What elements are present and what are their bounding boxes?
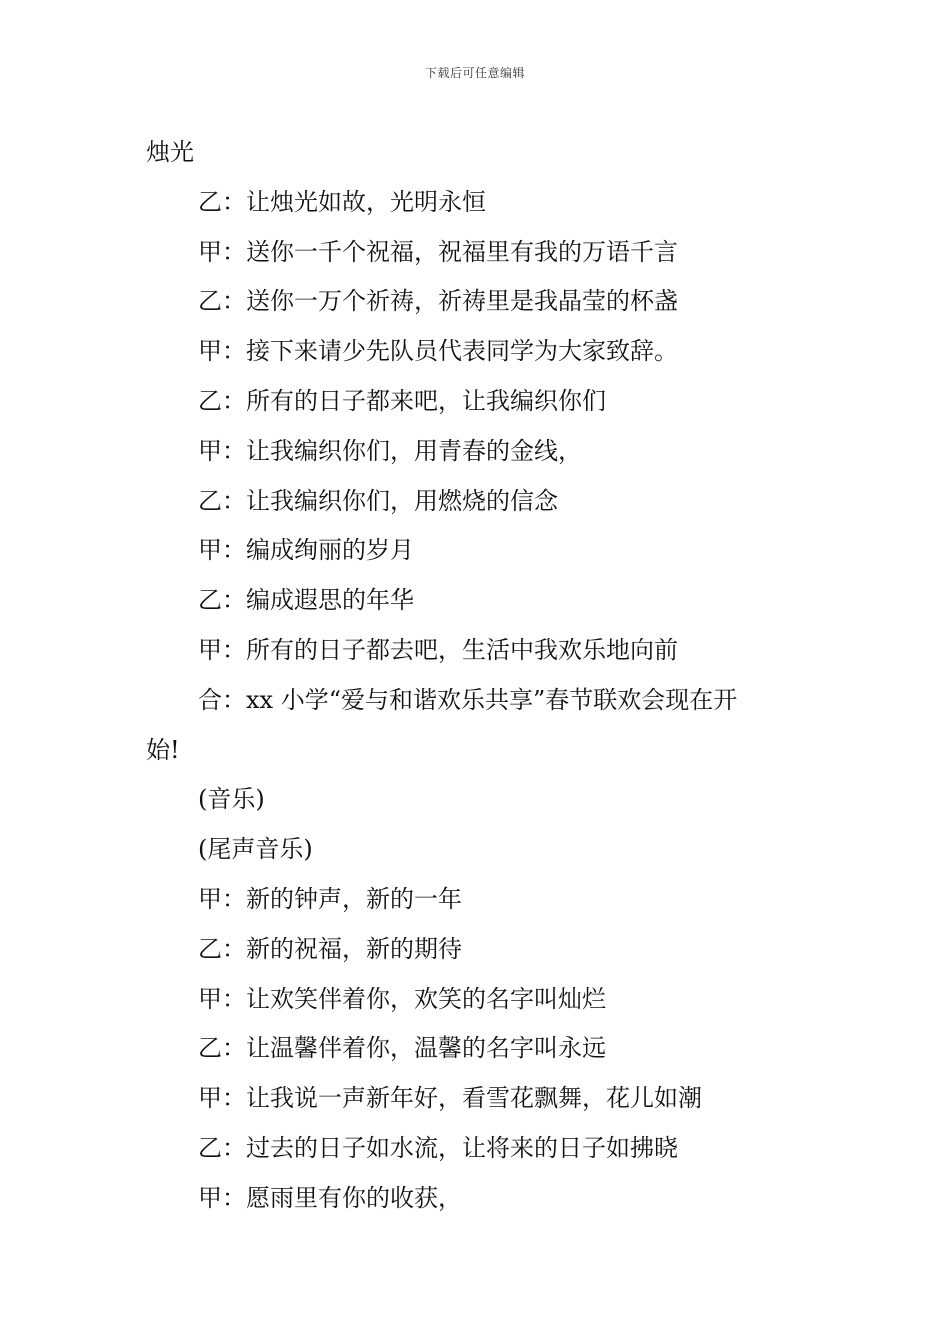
paragraph-line: 乙：让温馨伴着你，温馨的名字叫永远 (198, 1034, 606, 1063)
paragraph-line: 乙：编成遐思的年华 (198, 586, 414, 615)
document-body (146, 128, 810, 1224)
paragraph-line: 甲：编成绚丽的岁月 (198, 536, 414, 565)
paragraph-line: 乙：让烛光如故，光明永恒 (198, 187, 486, 216)
paragraph-line: 甲：让我说一声新年好，看雪花飘舞，花儿如潮 (198, 1084, 702, 1113)
paragraph-line: 乙：所有的日子都来吧，让我编织你们 (198, 386, 606, 415)
page-header: 下载后可任意编辑 (424, 66, 525, 80)
paragraph-line: 甲：新的钟声，新的一年 (198, 884, 462, 913)
paragraph-line: 乙：新的祝福，新的期待 (198, 934, 462, 963)
paragraph-line: 烛光 (146, 138, 194, 166)
paragraph-line: 甲：送你一千个祝福，祝福里有我的万语千言 (198, 237, 678, 266)
paragraph-line: (尾声音乐) (198, 835, 313, 864)
paragraph-line: 乙：送你一万个祈祷，祈祷里是我晶莹的杯盏 (198, 287, 678, 316)
paragraph-line: 甲：接下来请少先队员代表同学为大家致辞。 (198, 337, 678, 366)
paragraph-line: 乙：让我编织你们，用燃烧的信念 (198, 486, 558, 515)
paragraph-line: 甲：让我编织你们，用青春的金线， (198, 436, 582, 465)
paragraph-line: 始! (146, 735, 180, 764)
paragraph-line: 甲：愿雨里有你的收获， (198, 1183, 462, 1212)
paragraph-line: 乙：过去的日子如水流，让将来的日子如拂晓 (198, 1133, 678, 1162)
paragraph-line: 合：xx 小学“爱与和谐欢乐共享”春节联欢会现在开 (198, 685, 738, 714)
paragraph-line: 甲：让欢笑伴着你，欢笑的名字叫灿烂 (198, 984, 606, 1013)
paragraph-line: 甲：所有的日子都去吧，生活中我欢乐地向前 (198, 635, 678, 664)
paragraph-line: (音乐) (198, 785, 265, 814)
